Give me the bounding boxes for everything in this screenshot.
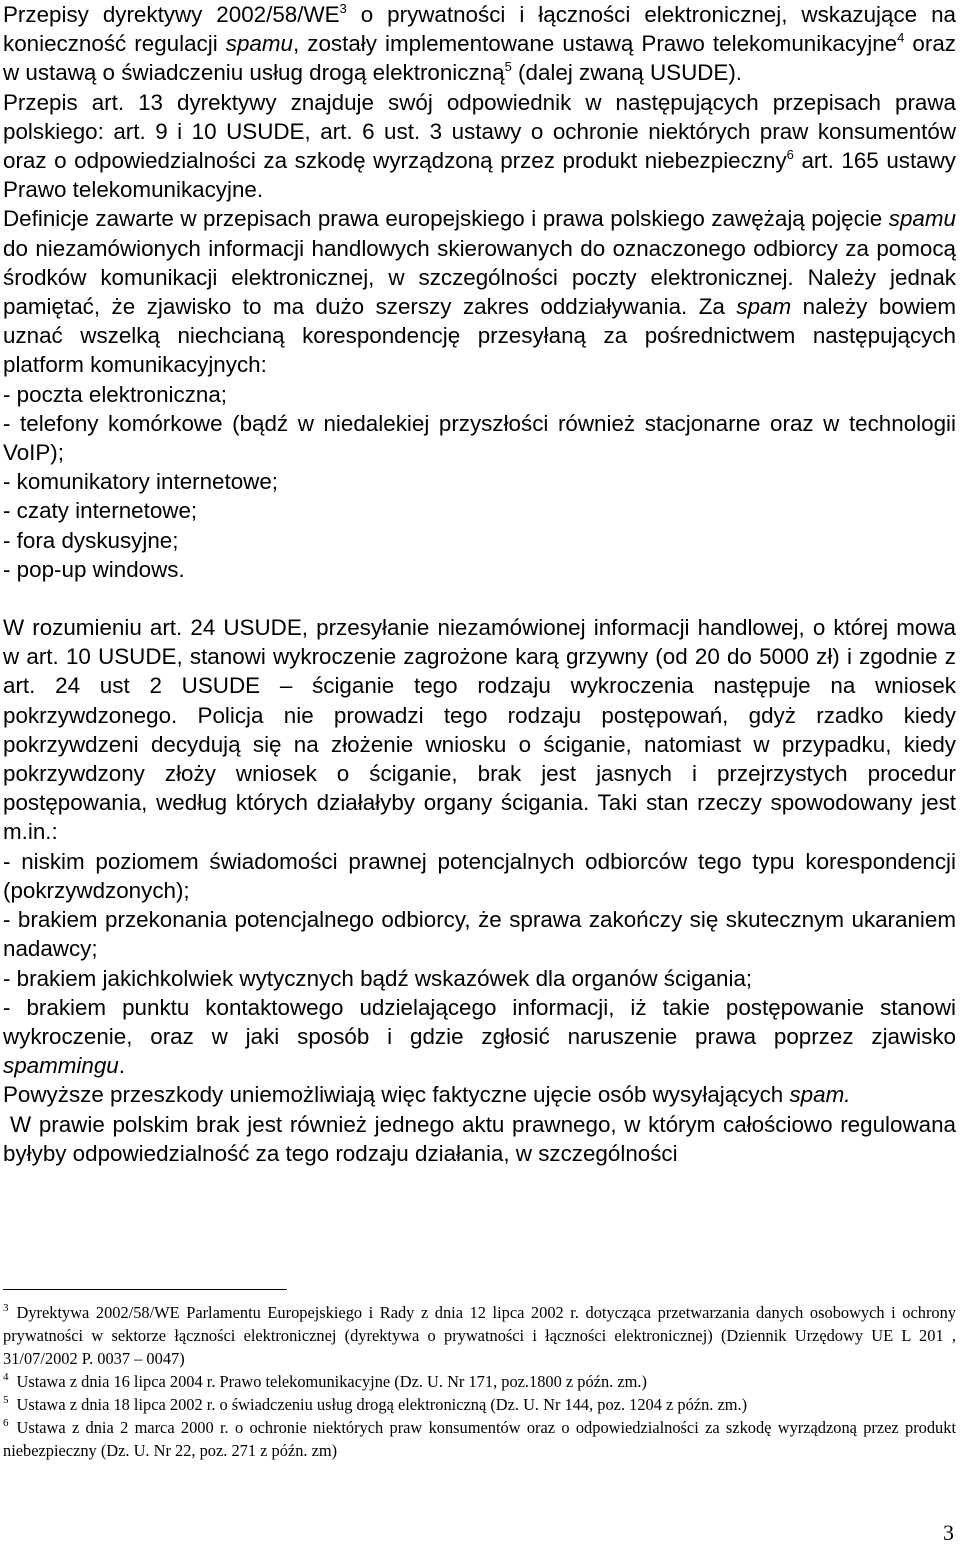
paragraph-article-13: Przepis art. 13 dyrektywy znajduje swój odpowiednik w następujących przepisach prawa polskiego: art. 9 i 10 USUDE, art. 6 ust. 3 ustawy o ochronie niektórych praw konsumentów oraz o odpowiedzialności za szkodę wyrządzoną przez produkt niebezpieczny$^6$ art. 165 ustawy Prawo telekomunikacyjne. xyxy=(3,89,956,203)
footnote-item xyxy=(3,1416,956,1462)
footnotes xyxy=(3,1301,956,1462)
footnote-text: Ustawa z dnia 18 lipca 2002 r. o świadczeniu usług drogą elektroniczną (Dz. U. Nr 144, poz. 1204 z późn. zm.) xyxy=(16,1395,748,1414)
list-item-platform: - komunikatory internetowe; xyxy=(3,469,279,495)
footnote-text: Ustawa z dnia 2 marca 2000 r. o ochronie niektórych praw konsumentów oraz o odpowiedzialności za szkodę wyrządzoną przez produkt niebezpieczny (Dz. U. Nr 22, poz. 271 z późn. zm) xyxy=(3,1418,956,1460)
paragraph-directive-implementation: Przepisy dyrektywy $2002/58/WE^3$ o prywatności i łączności elektronicznej, wskazujące na konieczność regulacji spamu, zostały implementowane ustawą Prawo telekomunikacyjne$^4$ oraz w ustawą o świadczeniu usług drogą elektroniczną$^5$ (dalej zwaną USUDE). xyxy=(3,1,957,86)
footnote-number: 5 xyxy=(3,1394,9,1406)
paragraph-usude-art-24: W rozumieniu art. 24 USUDE, przesyłanie niezamówionej informacji handlowej, o której mowa w art. 10 USUDE, stanowi wykroczenie zagrożone karą grzywny (od 20 do 5000 zł) i zgodnie z art. 24 ust 2 USUDE – ściganie tego rodzaju wykroczenia następuje na wniosek pokrzywdzonego. Policja nie prowadzi tego rodzaju postępowań, gdyż rzadko kiedy pokrzywdzeni decydują się na złożenie wniosku o ściganie, natomiast w przypadku, kiedy pokrzywdzony złoży wniosek o ściganie, brak jest jasnych i przejrzystych procedur postępowania, według których działałyby organy ścigania. Taki stan rzeczy spowodowany jest m.in.: xyxy=(3,615,956,845)
emphasis-spamu: spamu xyxy=(225,31,293,57)
emphasis-spam: spam. xyxy=(789,1082,851,1108)
footnote-text: Dyrektywa 2002/58/WE Parlamentu Europejskiego i Rady z dnia 12 lipca 2002 r. dotycząca przetwarzania danych osobowych i ochrony prywatności w sektorze łączności elektronicznej (dyrektywa o prywatności i łączności elektronicznej) (Dziennik Urzędowy UE L 201 , 31/07/2002 P. 0037 – 0047) xyxy=(3,1303,956,1368)
list-item-reason: - niskim poziomem świadomości prawnej potencjalnych odbiorców tego typu korespondencji (pokrzywdzonych); xyxy=(3,848,956,903)
emphasis-spammingu: spammingu xyxy=(3,1053,119,1079)
footnote-ref-3[interactable]: 3 xyxy=(339,1,347,16)
paragraph-obstacles: Powyższe przeszkody uniemożliwiają więc faktyczne ujęcie osób wysyłających spam. xyxy=(3,1082,851,1108)
footnote-ref-6[interactable]: 6 xyxy=(786,147,794,163)
list-item-platform: - telefony komórkowe (bądź w niedalekiej przyszłości również stacjonarne oraz w technologii VoIP); xyxy=(3,410,956,466)
list-item-reason: - brakiem punktu kontaktowego udzielającego informacji, iż takie postępowanie stanowi wykroczenie, oraz w jaki sposób i gdzie zgłosić naruszenie prawa poprzez zjawisko spammingu. xyxy=(3,994,956,1079)
footnote-number: 6 xyxy=(3,1417,9,1429)
list-item-platform: - pop-up windows. xyxy=(3,556,185,582)
footnote-number: 3 xyxy=(3,1302,9,1314)
footnote-ref-4[interactable]: 4 xyxy=(897,30,905,46)
footnote-item xyxy=(3,1301,956,1370)
list-item-reason: - brakiem jakichkolwiek wytycznych bądź wskazówek dla organów ścigania; xyxy=(3,965,753,991)
paragraph-spacer xyxy=(3,584,956,613)
page-number: 3 xyxy=(943,1520,954,1545)
list-item-reason: - brakiem przekonania potencjalnego odbiorcy, że sprawa zakończy się skutecznym ukaraniem nadawcy; xyxy=(3,907,956,962)
footnote-separator xyxy=(3,1289,287,1290)
list-item-platform: - fora dyskusyjne; xyxy=(3,527,179,553)
emphasis-spamu: spamu xyxy=(888,206,956,232)
footnote-text: Ustawa z dnia 16 lipca 2004 r. Prawo telekomunikacyjne (Dz. U. Nr 171, poz.1800 z późn. zm.) xyxy=(16,1372,647,1391)
footnote-number: 4 xyxy=(3,1371,9,1383)
list-item-platform: - czaty internetowe; xyxy=(3,498,198,524)
footnote-ref-5[interactable]: 5 xyxy=(504,59,512,75)
paragraph-polish-law: W prawie polskim brak jest również jednego aktu prawnego, w którym całościowo regulowana byłyby odpowiedzialność za tego rodzaju działania, w szczególności xyxy=(3,1111,956,1166)
footnote-item xyxy=(3,1393,956,1416)
emphasis-spam: spam xyxy=(736,294,792,320)
footnote-item xyxy=(3,1370,956,1393)
list-item-platform: - poczta elektroniczna; xyxy=(3,381,228,407)
paragraph-definitions: Definicje zawarte w przepisach prawa europejskiego i prawa polskiego zawężają pojęcie spamu do niezamówionych informacji handlowych skierowanych do oznaczonego odbiorcy za pomocą środków komunikacji elektronicznej, w szczególności poczty elektronicznej. Należy jednak pamiętać, że zjawisko to ma dużo szerszy zakres oddziaływania. Za spam należy bowiem uznać wszelką niechcianą korespondencję przesyłaną za pośrednictwem następujących platform komunikacyjnych: xyxy=(3,206,956,378)
body-text xyxy=(3,0,956,1168)
